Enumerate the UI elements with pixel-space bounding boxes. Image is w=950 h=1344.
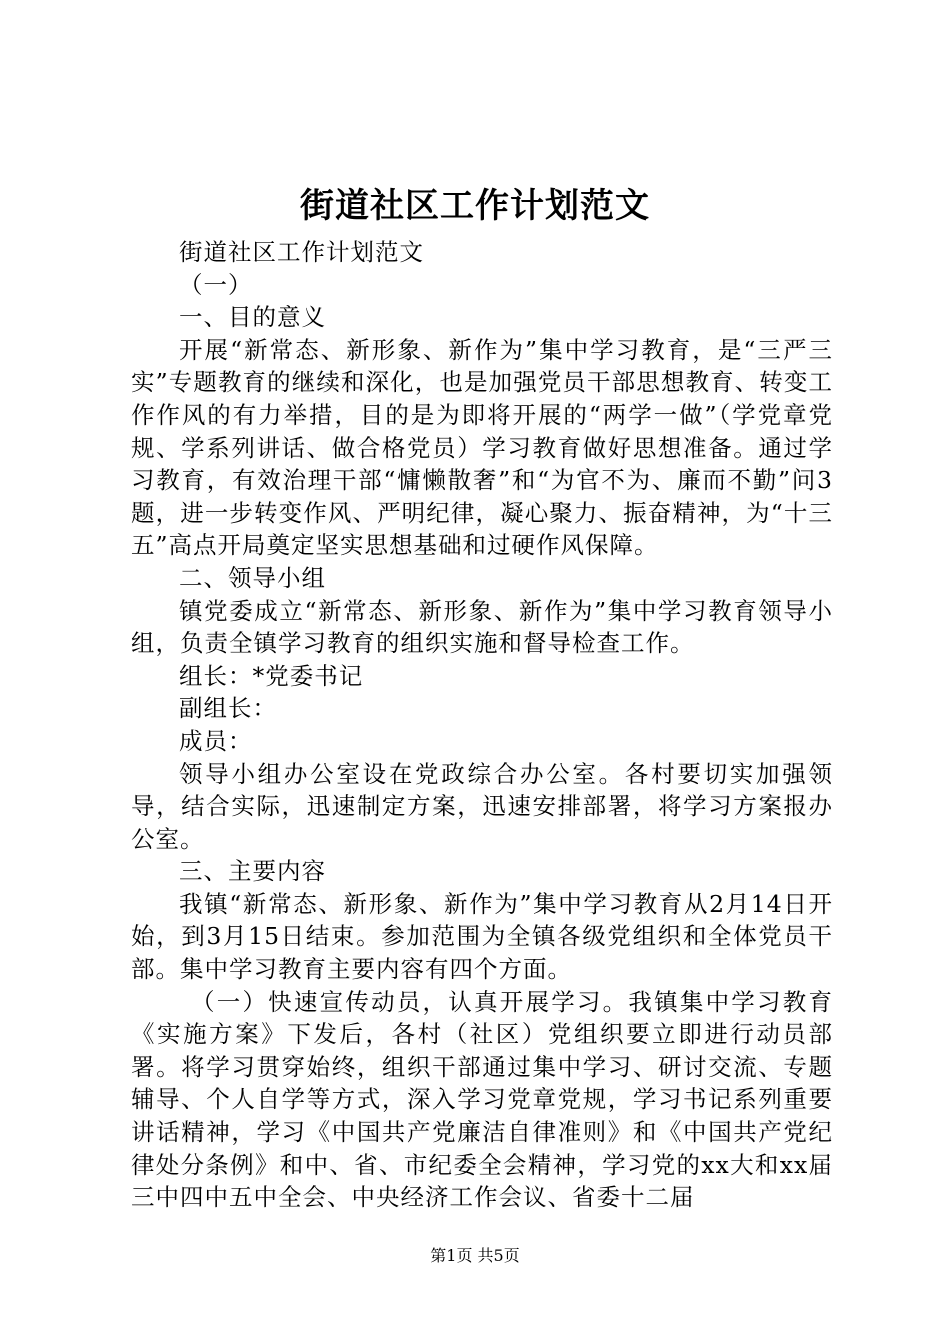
paragraph: 镇党委成立“新常态、新形象、新作为”集中学习教育领导小组，负责全镇学习教育的组织实施和督导检查工作。 — [131, 596, 833, 658]
paragraph: 副组长： — [179, 694, 277, 723]
paragraph: 成员： — [179, 726, 253, 755]
paragraph: （一）快速宣传动员，认真开展学习。我镇集中学习教育《实施方案》下发后，各村（社区）党组织要立即进行动员部署。将学习贯穿始终，组织干部通过集中学习、研讨交流、专题辅导、个人自学等方式，深入学习党章党规，学习书记系列重要讲话精神，学习《中国共产党廉洁自律准则》和《中国共产党纪律处分条例》和中、省、市纪委全会精神，学习党的xx大和xx届三中四中五中全会、中央经济工作会议、省委十二届 — [131, 987, 833, 1212]
document-body — [131, 236, 833, 1214]
paragraph: 街道社区工作计划范文 — [179, 238, 424, 266]
section-heading: 二、领导小组 — [179, 563, 326, 592]
paragraph: （一） — [179, 270, 253, 299]
page-footer: 第1页 共5页 — [430, 1246, 520, 1265]
section-heading: 三、主要内容 — [179, 857, 326, 886]
paragraph: 我镇“新常态、新形象、新作为”集中学习教育从2月14日开始，到3月15日结束。参加范围为全镇各级党组织和全体党员干部。集中学习教育主要内容有四个方面。 — [131, 889, 833, 984]
paragraph: 开展“新常态、新形象、新作为”集中学习教育，是“三严三实”专题教育的继续和深化，也是加强党员干部思想教育、转变工作作风的有力举措，目的是为即将开展的“两学一做”（学党章党规、学系列讲话、做合格党员）学习教育做好思想准备。通过学习教育，有效治理干部“慵懒散奢”和“为官不为、廉而不勤”问3题，进一步转变作风、严明纪律，凝心聚力、振奋精神，为“十三五”高点开局奠定坚实思想基础和过硬作风保障。 — [131, 335, 833, 560]
paragraph: 领导小组办公室设在党政综合办公室。各村要切实加强领导，结合实际，迅速制定方案，迅速安排部署，将学习方案报办公室。 — [131, 759, 833, 853]
paragraph: 组长：*党委书记 — [179, 661, 364, 690]
section-heading: 一、目的意义 — [179, 303, 326, 332]
document-title: 街道社区工作计划范文 — [300, 186, 650, 226]
